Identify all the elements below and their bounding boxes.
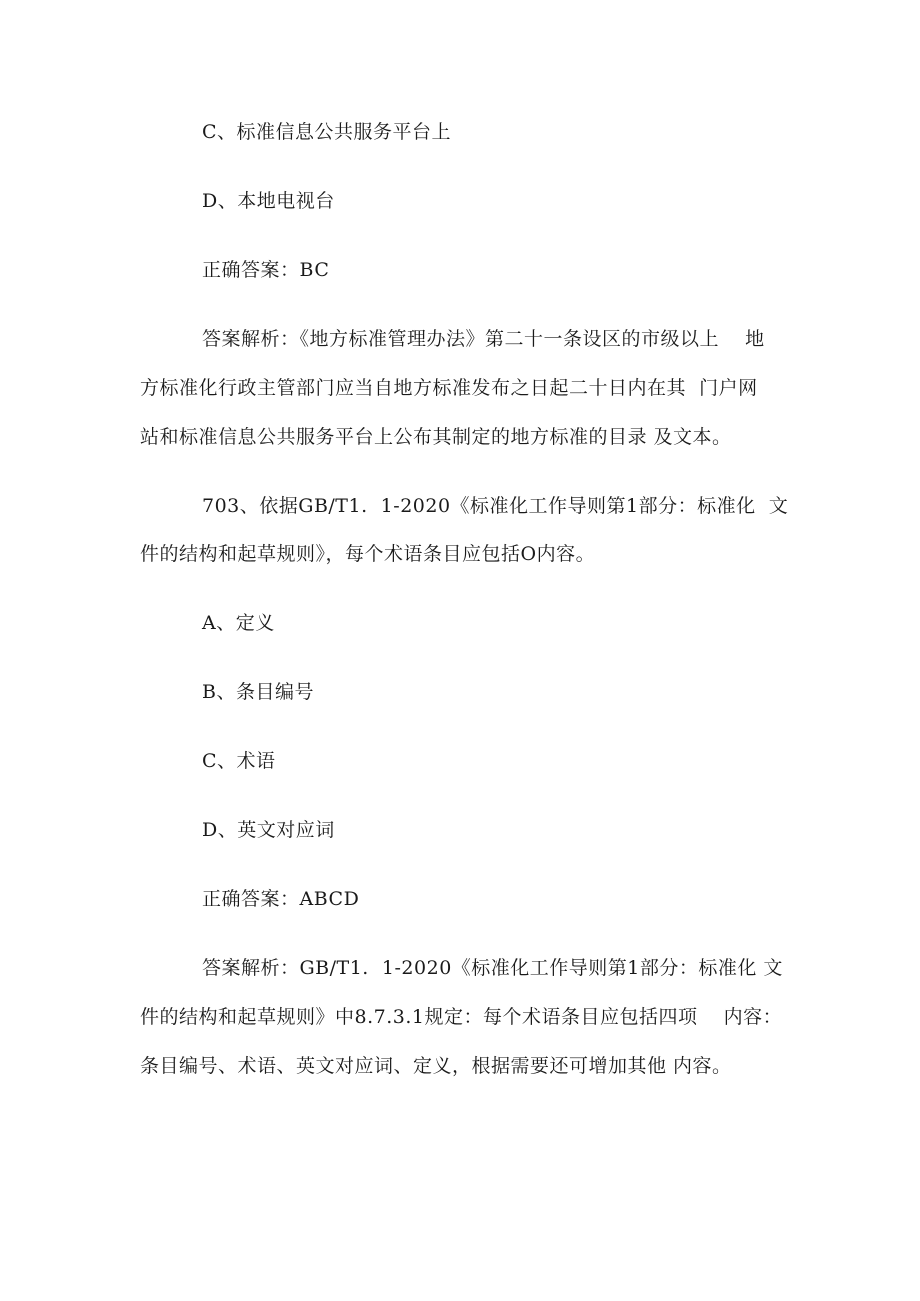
explanation-prev-line-1: 答案解析：《地方标准管理办法》第二十一条设区的市级以上 地	[202, 328, 765, 350]
correct-answer-703: 正确答案：ABCD	[202, 888, 360, 910]
question-703-stem-line-2: 件的结构和起草规则》，每个术语条目应包括O内容。	[140, 543, 596, 565]
option-d: D、英文对应词	[202, 819, 335, 841]
explanation-703-line-1: 答案解析：GB/T1. 1-2020《标准化工作导则第1部分：标准化 文	[202, 957, 783, 979]
explanation-prev-line-2: 方标准化行政主管部门应当自地方标准发布之日起二十日内在其 门户网	[140, 377, 758, 399]
option-b: B、条目编号	[202, 681, 314, 703]
option-c-prev: C、标准信息公共服务平台上	[202, 121, 452, 143]
option-c: C、术语	[202, 750, 276, 772]
explanation-703-line-3: 条目编号、术语、英文对应词、定义，根据需要还可增加其他 内容。	[140, 1055, 732, 1077]
option-a: A、定义	[202, 612, 275, 634]
explanation-prev-line-3: 站和标准信息公共服务平台上公布其制定的地方标准的目录 及文本。	[140, 426, 732, 448]
question-703-stem-line-1: 703、依据GB/T1. 1-2020《标准化工作导则第1部分：标准化 文	[202, 495, 789, 517]
correct-answer-prev: 正确答案：BC	[202, 259, 330, 281]
explanation-703-line-2: 件的结构和起草规则》中8.7.3.1规定：每个术语条目应包括四项 内容：	[140, 1006, 783, 1028]
option-d-prev: D、本地电视台	[202, 190, 335, 212]
